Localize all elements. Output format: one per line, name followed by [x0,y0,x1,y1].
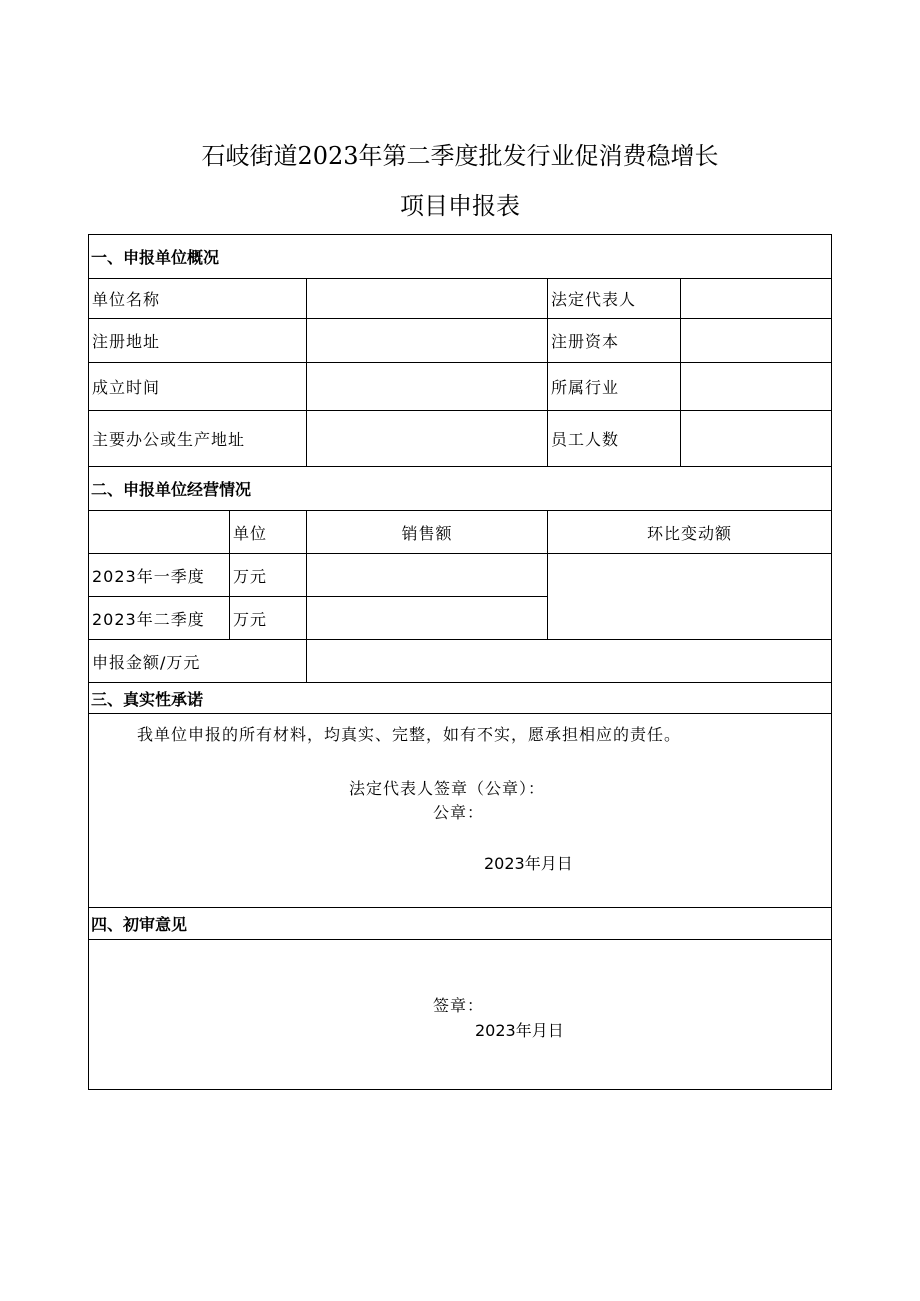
seal-label: 公章： [433,803,485,822]
col-change-header: 环比变动额 [548,511,832,554]
industry-field[interactable] [681,363,832,411]
office-address-field[interactable] [307,411,548,467]
col-unit-header: 单位 [230,511,307,554]
founded-row [89,363,832,411]
industry-label: 所属行业 [548,363,681,411]
amount-label: 申报金额/万元 [89,640,307,683]
review-date: 2023年月日 [475,1021,564,1040]
section3-heading: 三、真实性承诺 [89,683,832,714]
amount-field[interactable] [307,640,832,683]
reg-address-row [89,319,832,363]
section4-heading-row [89,908,832,940]
reg-capital-label: 注册资本 [548,319,681,363]
review-block [89,940,832,1090]
commitment-date: 2023年月日 [484,854,573,873]
commitment-row [89,714,832,908]
section1-heading: 一、申报单位概况 [89,235,832,279]
legal-rep-field[interactable] [681,279,832,319]
operations-header-blank [89,511,230,554]
unit-name-row [89,279,832,319]
operations-header-row [89,511,832,554]
employees-field[interactable] [681,411,832,467]
review-signature-label: 签章： [433,996,485,1015]
section4-heading: 四、初审意见 [89,908,832,940]
founded-label: 成立时间 [89,363,307,411]
amount-row [89,640,832,683]
q2-sales-field[interactable] [307,597,548,640]
commitment-statement: 我单位申报的所有材料，均真实、完整，如有不实，愿承担相应的责任。 [137,725,682,744]
review-row [89,940,832,1090]
q1-sales-field[interactable] [307,554,548,597]
reg-capital-field[interactable] [681,319,832,363]
section2-heading: 二、申报单位经营情况 [89,467,832,511]
section1-heading-row [89,235,832,279]
founded-field[interactable] [307,363,548,411]
unit-name-field[interactable] [307,279,548,319]
page-subtitle: 项目申报表 [400,192,520,220]
change-amount-field[interactable] [548,554,832,640]
col-sales-header: 销售额 [307,511,548,554]
section3-heading-row [89,683,832,714]
unit-name-label: 单位名称 [89,279,307,319]
office-address-row [89,411,832,467]
application-form-table [88,234,832,1090]
reg-address-label: 注册地址 [89,319,307,363]
commitment-block [89,714,832,908]
reg-address-field[interactable] [307,319,548,363]
q1-period-label: 2023年一季度 [89,554,230,597]
section2-heading-row [89,467,832,511]
page-title: 石岐街道2023年第二季度批发行业促消费稳增长 [201,142,719,170]
office-address-label: 主要办公或生产地址 [89,411,307,467]
legal-rep-label: 法定代表人 [548,279,681,319]
q1-row [89,554,832,597]
q1-unit-label: 万元 [230,554,307,597]
employees-label: 员工人数 [548,411,681,467]
legal-rep-signature-label: 法定代表人签章（公章）： [349,779,546,798]
q2-period-label: 2023年二季度 [89,597,230,640]
q2-unit-label: 万元 [230,597,307,640]
